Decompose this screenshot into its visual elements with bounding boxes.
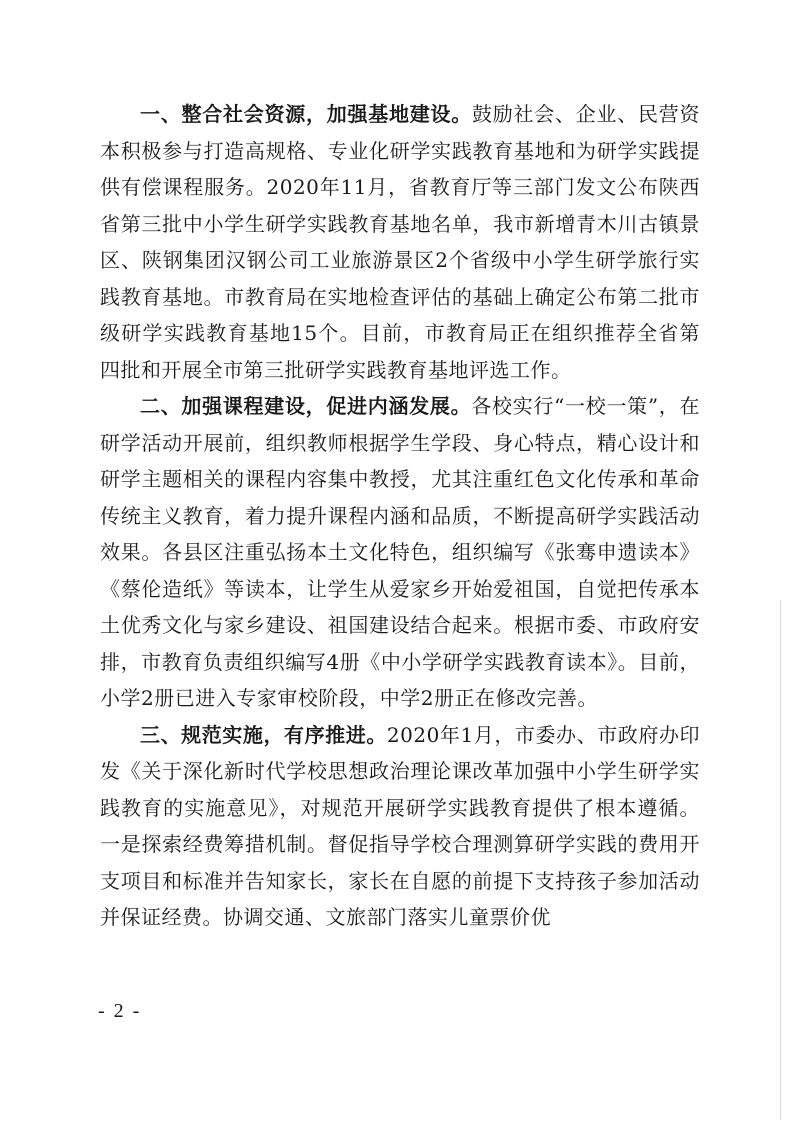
paragraph-3 — [100, 717, 700, 936]
paragraph-1 — [100, 96, 700, 388]
section-heading-3: 三、规范实施，有序推进。 — [140, 722, 387, 747]
scan-edge-line — [780, 600, 781, 1120]
paragraph-2 — [100, 388, 700, 717]
paragraph-1-text: 鼓励社会、企业、民营资本积极参与打造高规格、专业化研学实践教育基地和为研学实践提供有偿课程服务。2020年11月，省教育厅等三部门发文公布陕西省第三批中小学生研学实践教育基地名单，我市新增青木川古镇景区、陕钢集团汉钢公司工业旅游景区2个省级中小学生研学旅行实践教育基地。市教育局在实地检查评估的基础上确定公布第二批市级研学实践教育基地15个。目前，市教育局正在组织推荐全省第四批和开展全市第三批研学实践教育基地评选工作。 — [100, 102, 700, 382]
paragraph-2-text: 各校实行“一校一策”，在研学活动开展前，组织教师根据学生学段、身心特点，精心设计和研学主题相关的课程内容集中教授，尤其注重红色文化传承和革命传统主义教育，着力提升课程内涵和品质，不断提高研学实践活动效果。各县区注重弘扬本土文化特色，组织编写《张骞申遗读本》《蔡伦造纸》等读本，让学生从爱家乡开始爱祖国，自觉把传承本土优秀文化与家乡建设、祖国建设结合起来。根据市委、市政府安排，市教育负责组织编写4册《中小学研学实践教育读本》。目前，小学2册已进入专家审校阶段，中学2册正在修改完善。 — [100, 394, 701, 710]
section-heading-2: 二、加强课程建设，促进内涵发展。 — [140, 394, 472, 418]
document-body — [100, 96, 700, 936]
paragraph-3-text: 2020年1月，市委办、市政府办印发《关于深化新时代学校思想政治理论课改革加强中小学生研学实践教育的实施意见》，对规范开展研学实践教育提供了根本遵循。一是探索经费筹措机制。督促指导学校合理测算研学实践的费用开支项目和标准并告知家长，家长在自愿的前提下支持孩子参加活动并保证经费。协调交通、文旅部门落实儿童票价优 — [100, 722, 701, 929]
section-heading-1: 一、整合社会资源，加强基地建设。 — [140, 102, 472, 126]
page-number: - 2 - — [98, 1000, 142, 1022]
